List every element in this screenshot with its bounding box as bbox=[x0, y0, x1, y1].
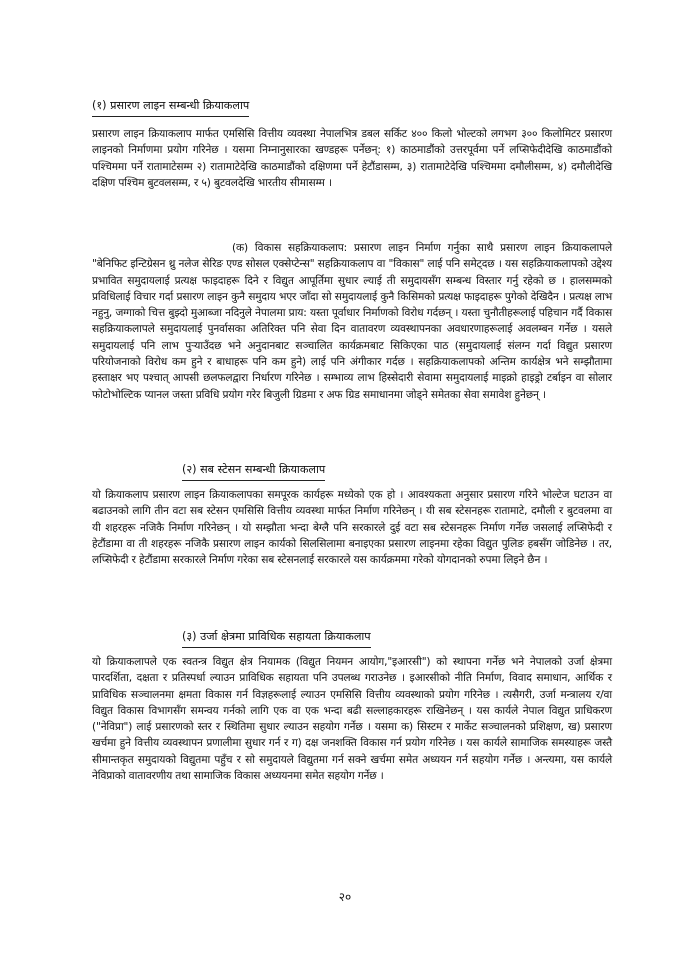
section-2-title-underline bbox=[182, 480, 325, 481]
section-3-title: (३) उर्जा क्षेत्रमा प्राविधिक सहायता क्रियाकलाप bbox=[182, 629, 371, 645]
section-2-title: (२) सब स्टेसन सम्बन्धी क्रियाकलाप bbox=[182, 462, 325, 478]
section-2-paragraph-1: यो क्रियाकलाप प्रसारण लाइन क्रियाकलापका समपूरक कार्यहरू मध्येको एक हो । आवश्यकता अनुसार प्रसारण गरिने भोल्टेज घटाउन वा बढाउनको लागि तीन वटा सब स्टेसन एमसिसि वित्तीय व्यवस्था मार्फत निर्माण गरिनेछन् । यी सब स्टेसनहरू रातामाटे, दमौली र बुटवलमा वा यी शहरहरू नजिकै निर्माण गरिनेछन् । यो सम्झौता भन्दा बेग्लै पनि सरकारले दुई वटा सब स्टेसनहरू निर्माण गर्नेछ जसलाई लप्सिफेदी र हेटौंडामा वा ती शहरहरू नजिकै प्रसारण लाइन कार्यको सिलसिलामा बनाइएका प्रसारण लाइनमा रहेका विद्युत पुलिङ हबसँग जोडिनेछ । तर, लप्सिफेदी र हेटौंडामा सरकारले निर्माण गरेका सब स्टेसनलाई सरकारले यस कार्यक्रममा गरेको योगदानको रुपमा लिइने छैन । bbox=[92, 489, 612, 567]
section-3-title-underline bbox=[182, 647, 371, 648]
section-1-paragraph-1: प्रसारण लाइन क्रियाकलाप मार्फत एमसिसि वित्तीय व्यवस्था नेपालभित्र डबल सर्किट ४०० किलो भोल्टको लगभग ३०० किलोमिटर प्रसारण लाइनको निर्माणमा प्रयोग गरिनेछ । यसमा निम्नानुसारका खण्डहरू पर्नेछन्: १) काठमाडौंको उत्तरपूर्वमा पर्ने लप्सिफेदीदेखि काठमाडौंको पश्चिममा पर्ने रातामाटेसम्म २) रातामाटेदेखि काठमाडौंको दक्षिणमा पर्ने हेटौंडासम्म, ३) रातामाटेदेखि पश्चिममा दमौलीसम्म, ४) दमौलीदेखि दक्षिण पश्चिम बुटवलसम्म, र ५) बुटवलदेखि भारतीय सीमासम्म । bbox=[92, 128, 612, 189]
section-3-paragraph-1: यो क्रियाकलापले एक स्वतन्त्र विद्युत क्षेत्र नियामक (विद्युत नियमन आयोग,"इआरसी") को स्थापना गर्नेछ भने नेपालको उर्जा क्षेत्रमा पारदर्शिता, दक्षता र प्रतिस्पर्धा ल्याउन प्राविधिक सहायता पनि उपलब्ध गराउनेछ । इआरसीको नीति निर्माण, विवाद समाधान, आर्थिक र प्राविधिक सञ्चालनमा क्षमता विकास गर्न विज्ञहरूलाई ल्याउन एमसिसि वित्तीय व्यवस्थाको प्रयोग गरिनेछ । त्यसैगरी, उर्जा मन्त्रालय र/वा विद्युत विकास विभागसँग समन्वय गर्नको लागि एक वा एक भन्दा बढी सल्लाहकारहरू राखिनेछन् । यस कार्यले नेपाल विद्युत प्राधिकरण ("नेविप्रा") लाई प्रसारणको स्तर र स्थितिमा सुधार ल्याउन सहयोग गर्नेछ । यसमा क) सिस्टम र मार्केट सञ्चालनको प्रशिक्षण, ख) प्रसारण खर्चमा हुने वित्तीय व्यवस्थापन प्रणालीमा सुधार गर्न र ग) दक्ष जनशक्ति विकास गर्न प्रयोग गरिनेछ । यस कार्यले सामाजिक समस्याहरू जस्तै सीमान्तकृत समुदायको विद्युतमा पहुँच र सो समुदायले विद्युतमा गर्न सक्ने खर्चमा समेत अध्ययन गर्न सहयोग गर्नेछ । अन्त्यमा, यस कार्यले नेविप्राको वातावरणीय तथा सामाजिक विकास अध्ययनमा समेत सहयोग गर्नेछ । bbox=[92, 656, 612, 783]
section-1-paragraph-2: (क) विकास सहक्रियाकलाप: प्रसारण लाइन निर्माण गर्नुका साथै प्रसारण लाइन क्रियाकलापले "बेनिफिट इन्टिग्रेसन थ्रु नलेज सेरिङ एण्ड सोसल एक्सेप्टेन्स" सहक्रियाकलाप वा "विकास" लाई पनि समेट्दछ । यस सहक्रियाकलापको उद्देश्य प्रभावित समुदायलाई प्रत्यक्ष फाइदाहरू दिने र विद्युत आपूर्तिमा सुधार ल्याई ती समुदायसँग सम्बन्ध विस्तार गर्नु रहेको छ । हालसम्मको प्रविधिलाई विचार गर्दा प्रसारण लाइन कुनै समुदाय भएर जाँदा सो समुदायलाई कुनै किसिमको प्रत्यक्ष फाइदाहरू पुगेको देखिदैन । प्रत्यक्ष लाभ नहुनु, जग्गाको चित्त बुझ्दो मुआब्जा नदिनुले नेपालमा प्राय: यस्ता पूर्वाधार निर्माणको विरोध गर्दछन् । यस्ता चुनौतीहरूलाई पहिचान गर्दै विकास सहक्रियाकलापले समुदायलाई पुनर्वासका अतिरिक्त पनि सेवा दिन वातावरण व्यवस्थापनका अवधारणाहरूलाई अवलम्बन गर्नेछ । यसले समुदायलाई पनि लाभ पुऱ्याउँदछ भने अनुदानबाट सञ्चालित कार्यक्रमबाट सिकिएका पाठ (समुदायलाई संलग्न गर्दा विद्युत प्रसारण परियोजनाको विरोध कम हुने र बाधाहरू पनि कम हुने) लाई पनि अंगीकार गर्दछ । सहक्रियाकलापको अन्तिम कार्यक्षेत्र भने सम्झौतामा हस्ताक्षर भए पश्चात् आपसी छलफलद्वारा निर्धारण गरिनेछ । सम्भाव्य लाभ हिस्सेदारी सेवामा समुदायलाई माइक्रो हाइड्रो टर्बाइन वा सोलार फोटोभोल्टिक प्यानल जस्ता प्रविधि प्रयोग गरेर बिजुली ग्रिडमा र अफ ग्रिड समाधानमा जोड्ने समेतका सेवा समावेश हुनेछन् । bbox=[92, 242, 612, 401]
page-number: २० bbox=[338, 890, 352, 904]
section-1-title: (१) प्रसारण लाइन सम्बन्धी क्रियाकलाप bbox=[92, 98, 249, 114]
section-1-title-underline bbox=[92, 116, 249, 117]
